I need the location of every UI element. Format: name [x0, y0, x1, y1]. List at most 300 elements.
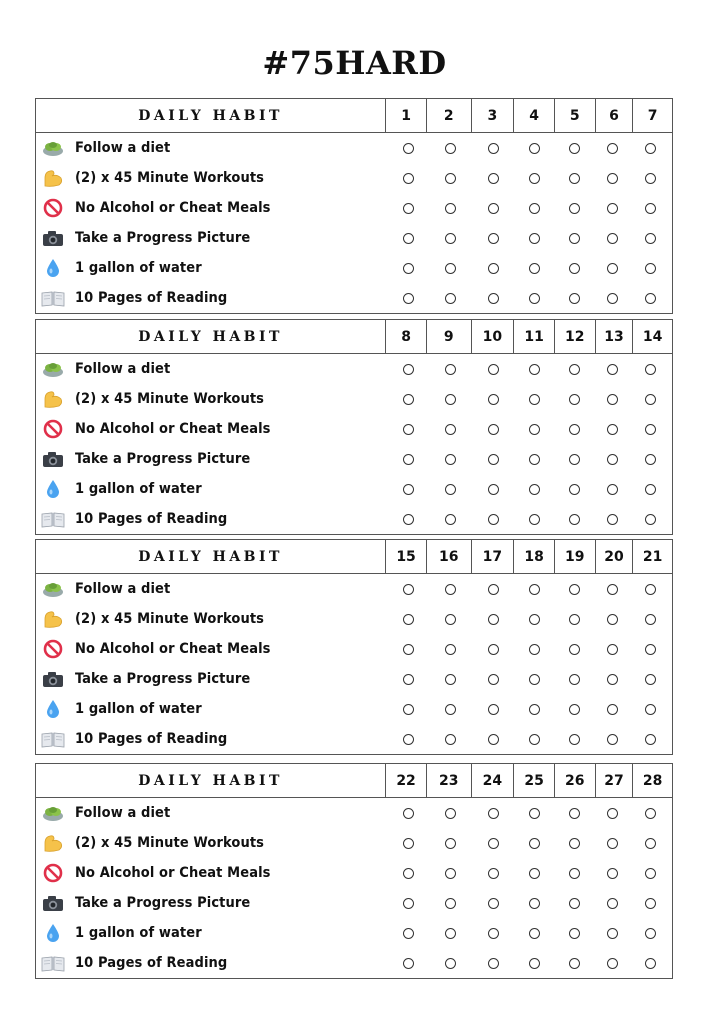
- day-checkbox-cell: [472, 474, 514, 504]
- habit-checkbox[interactable]: [403, 484, 414, 495]
- habit-checkbox[interactable]: [445, 868, 456, 879]
- habit-checkbox[interactable]: [445, 808, 456, 819]
- day-checkbox-cell: [472, 828, 514, 858]
- day-checkbox-cell: [472, 384, 514, 414]
- day-checkbox-cell: [472, 604, 514, 634]
- day-checkbox-cell: [594, 354, 631, 384]
- day-checkbox-cell: [631, 828, 670, 858]
- habit-checkbox[interactable]: [403, 614, 414, 625]
- habit-checkbox[interactable]: [445, 143, 456, 154]
- habit-checkbox[interactable]: [645, 928, 656, 939]
- habit-checkbox[interactable]: [488, 293, 499, 304]
- day-checkbox-cell: [631, 948, 670, 978]
- habit-name-cell: [36, 137, 388, 159]
- day-checkbox-cell: [428, 354, 472, 384]
- habit-label: Follow a diet: [75, 361, 171, 377]
- habit-checkbox[interactable]: [445, 704, 456, 715]
- habit-checkbox[interactable]: [569, 734, 580, 745]
- table-header-row: [36, 764, 672, 798]
- day-checkbox-cell: [594, 444, 631, 474]
- habit-checkbox[interactable]: [488, 704, 499, 715]
- habit-checkbox[interactable]: [529, 484, 540, 495]
- habit-label: No Alcohol or Cheat Meals: [75, 865, 271, 881]
- habit-checkbox[interactable]: [645, 674, 656, 685]
- habit-checkbox[interactable]: [569, 898, 580, 909]
- habit-checkbox[interactable]: [488, 614, 499, 625]
- day-checkbox-cell: [554, 888, 594, 918]
- habit-label: Follow a diet: [75, 805, 171, 821]
- habit-name-cell: [36, 287, 388, 309]
- day-checkbox-cell: [631, 253, 670, 283]
- habit-name-cell: [36, 418, 388, 440]
- habit-checkbox[interactable]: [607, 808, 618, 819]
- habit-checkbox[interactable]: [529, 584, 540, 595]
- habit-name-cell: [36, 448, 388, 470]
- habit-checkbox[interactable]: [569, 424, 580, 435]
- day-number-header: 22: [386, 764, 427, 797]
- habit-checkbox[interactable]: [607, 143, 618, 154]
- habit-checkbox[interactable]: [569, 394, 580, 405]
- day-checkbox-cell: [514, 253, 554, 283]
- day-number-header: 2: [427, 99, 472, 132]
- habit-checkbox[interactable]: [403, 584, 414, 595]
- water-droplet-icon: [41, 698, 65, 720]
- habit-checkbox[interactable]: [645, 584, 656, 595]
- day-checkbox-cell: [631, 193, 670, 223]
- habit-checkbox[interactable]: [529, 674, 540, 685]
- habit-checkbox[interactable]: [569, 484, 580, 495]
- day-checkbox-cell: [631, 888, 670, 918]
- habit-checkbox[interactable]: [403, 644, 414, 655]
- habit-checkbox[interactable]: [403, 173, 414, 184]
- habit-checkbox[interactable]: [403, 514, 414, 525]
- habit-checkbox[interactable]: [488, 364, 499, 375]
- habit-checkbox[interactable]: [607, 868, 618, 879]
- habit-checkbox[interactable]: [645, 734, 656, 745]
- habit-checkbox[interactable]: [488, 868, 499, 879]
- habit-checkbox[interactable]: [569, 143, 580, 154]
- habit-checkbox[interactable]: [403, 928, 414, 939]
- day-checkbox-cell: [472, 253, 514, 283]
- habit-checkbox[interactable]: [607, 293, 618, 304]
- habit-checkbox[interactable]: [645, 143, 656, 154]
- table-header-row: [36, 540, 672, 574]
- habit-checkbox[interactable]: [529, 928, 540, 939]
- habit-checkbox[interactable]: [445, 424, 456, 435]
- day-checkbox-cell: [472, 948, 514, 978]
- day-checkbox-cell: [631, 858, 670, 888]
- habit-checkbox[interactable]: [488, 484, 499, 495]
- day-number-header: 23: [427, 764, 472, 797]
- habit-checkbox[interactable]: [529, 734, 540, 745]
- day-checkbox-cell: [594, 664, 631, 694]
- habit-checkbox[interactable]: [529, 203, 540, 214]
- day-checkbox-cell: [428, 694, 472, 724]
- day-checkbox-cell: [514, 384, 554, 414]
- habit-checkbox[interactable]: [445, 928, 456, 939]
- habit-checkbox[interactable]: [403, 263, 414, 274]
- day-checkbox-cell: [514, 918, 554, 948]
- day-checkbox-cell: [631, 474, 670, 504]
- habit-row: [36, 163, 672, 193]
- day-number-header: 5: [555, 99, 596, 132]
- habit-checkbox[interactable]: [569, 614, 580, 625]
- habit-checkbox[interactable]: [488, 584, 499, 595]
- habit-label: 10 Pages of Reading: [75, 511, 228, 527]
- habit-checkbox[interactable]: [403, 734, 414, 745]
- habit-checkbox[interactable]: [403, 454, 414, 465]
- habit-checkbox[interactable]: [645, 263, 656, 274]
- habit-checkbox[interactable]: [445, 958, 456, 969]
- habit-name-cell: [36, 698, 388, 720]
- habit-checkbox[interactable]: [445, 838, 456, 849]
- habit-checkbox[interactable]: [529, 424, 540, 435]
- day-checkbox-cell: [472, 504, 514, 534]
- habit-label: No Alcohol or Cheat Meals: [75, 200, 271, 216]
- day-checkbox-cell: [554, 283, 594, 313]
- day-checkbox-cell: [428, 948, 472, 978]
- habit-checkbox[interactable]: [607, 454, 618, 465]
- prohibited-icon: [41, 418, 65, 440]
- habit-checkbox[interactable]: [403, 704, 414, 715]
- habit-checkbox[interactable]: [529, 263, 540, 274]
- day-checkbox-cell: [472, 664, 514, 694]
- day-checkbox-cell: [631, 133, 670, 163]
- habit-checkbox[interactable]: [488, 454, 499, 465]
- habit-label: Take a Progress Picture: [75, 451, 251, 467]
- habit-checkbox[interactable]: [569, 958, 580, 969]
- habit-checkbox[interactable]: [645, 233, 656, 244]
- habit-name-cell: [36, 578, 388, 600]
- day-checkbox-cell: [554, 948, 594, 978]
- habit-checkbox[interactable]: [445, 898, 456, 909]
- habit-checkbox[interactable]: [403, 838, 414, 849]
- day-checkbox-cell: [514, 664, 554, 694]
- habit-checkbox[interactable]: [445, 734, 456, 745]
- habit-checkbox[interactable]: [529, 614, 540, 625]
- open-book-icon: [41, 287, 65, 309]
- day-checkbox-cell: [514, 193, 554, 223]
- day-checkbox-cell: [428, 574, 472, 604]
- habit-checkbox[interactable]: [529, 394, 540, 405]
- habit-checkbox[interactable]: [488, 644, 499, 655]
- habit-checkbox[interactable]: [569, 364, 580, 375]
- habit-checkbox[interactable]: [529, 704, 540, 715]
- habit-checkbox[interactable]: [488, 143, 499, 154]
- habit-checkbox[interactable]: [645, 364, 656, 375]
- day-checkbox-cell: [428, 474, 472, 504]
- habit-checkbox[interactable]: [488, 734, 499, 745]
- day-checkbox-cell: [594, 414, 631, 444]
- habit-checkbox[interactable]: [607, 424, 618, 435]
- habit-checkbox[interactable]: [445, 173, 456, 184]
- habit-checkbox[interactable]: [445, 584, 456, 595]
- habit-checkbox[interactable]: [529, 364, 540, 375]
- habit-row: [36, 574, 672, 604]
- habit-checkbox[interactable]: [645, 293, 656, 304]
- habit-checkbox[interactable]: [488, 173, 499, 184]
- habit-checkbox[interactable]: [403, 424, 414, 435]
- day-checkbox-cell: [554, 724, 594, 754]
- day-checkbox-cell: [631, 283, 670, 313]
- habit-checkbox[interactable]: [488, 424, 499, 435]
- habit-name-cell: [36, 167, 388, 189]
- week-3-table: [35, 539, 673, 755]
- habit-checkbox[interactable]: [569, 263, 580, 274]
- prohibited-icon: [41, 197, 65, 219]
- day-checkbox-cell: [554, 193, 594, 223]
- day-checkbox-cell: [428, 193, 472, 223]
- habit-checkbox[interactable]: [445, 454, 456, 465]
- daily-habit-header: DAILY HABIT: [36, 320, 386, 353]
- habit-checkbox[interactable]: [445, 614, 456, 625]
- habit-checkbox[interactable]: [569, 203, 580, 214]
- habit-checkbox[interactable]: [403, 293, 414, 304]
- habit-checkbox[interactable]: [445, 514, 456, 525]
- habit-row: [36, 724, 672, 754]
- habit-checkbox[interactable]: [488, 514, 499, 525]
- week-2-table: [35, 319, 673, 535]
- habit-checkbox[interactable]: [488, 674, 499, 685]
- habit-checkbox[interactable]: [569, 584, 580, 595]
- habit-checkbox[interactable]: [488, 808, 499, 819]
- habit-checkbox[interactable]: [403, 958, 414, 969]
- day-checkbox-cell: [594, 604, 631, 634]
- habit-checkbox[interactable]: [607, 203, 618, 214]
- day-number-header: 19: [555, 540, 596, 573]
- habit-checkbox[interactable]: [569, 704, 580, 715]
- habit-checkbox[interactable]: [607, 364, 618, 375]
- habit-checkbox[interactable]: [529, 514, 540, 525]
- habit-checkbox[interactable]: [569, 644, 580, 655]
- habit-checkbox[interactable]: [645, 394, 656, 405]
- day-number-header: 10: [472, 320, 515, 353]
- habit-checkbox[interactable]: [645, 173, 656, 184]
- habit-checkbox[interactable]: [488, 838, 499, 849]
- habit-checkbox[interactable]: [445, 233, 456, 244]
- day-checkbox-cell: [514, 444, 554, 474]
- habit-checkbox[interactable]: [445, 644, 456, 655]
- habit-checkbox[interactable]: [403, 898, 414, 909]
- day-checkbox-cell: [594, 858, 631, 888]
- habit-checkbox[interactable]: [569, 173, 580, 184]
- water-droplet-icon: [41, 257, 65, 279]
- habit-checkbox[interactable]: [488, 394, 499, 405]
- habit-checkbox[interactable]: [403, 364, 414, 375]
- day-checkbox-cell: [428, 888, 472, 918]
- day-checkbox-cell: [428, 798, 472, 828]
- habit-checkbox[interactable]: [645, 203, 656, 214]
- habit-name-cell: [36, 638, 388, 660]
- day-checkbox-cell: [472, 798, 514, 828]
- day-checkbox-cell: [428, 828, 472, 858]
- habit-checkbox[interactable]: [607, 514, 618, 525]
- habit-checkbox[interactable]: [529, 958, 540, 969]
- habit-checkbox[interactable]: [529, 233, 540, 244]
- day-checkbox-cell: [554, 858, 594, 888]
- habit-checkbox[interactable]: [569, 838, 580, 849]
- habit-checkbox[interactable]: [645, 808, 656, 819]
- day-checkbox-cell: [428, 918, 472, 948]
- habit-checkbox[interactable]: [445, 364, 456, 375]
- day-checkbox-cell: [594, 193, 631, 223]
- habit-checkbox[interactable]: [569, 514, 580, 525]
- habit-checkbox[interactable]: [403, 143, 414, 154]
- habit-checkbox[interactable]: [488, 898, 499, 909]
- habit-checkbox[interactable]: [645, 898, 656, 909]
- day-checkbox-cell: [594, 888, 631, 918]
- habit-checkbox[interactable]: [403, 203, 414, 214]
- habit-row: [36, 888, 672, 918]
- day-checkbox-cell: [631, 504, 670, 534]
- habit-checkbox[interactable]: [607, 928, 618, 939]
- habit-checkbox[interactable]: [488, 263, 499, 274]
- camera-icon: [41, 668, 65, 690]
- salad-icon: [41, 802, 65, 824]
- day-checkbox-cell: [594, 253, 631, 283]
- day-checkbox-cell: [388, 163, 428, 193]
- day-checkbox-cell: [594, 634, 631, 664]
- habit-checkbox[interactable]: [645, 644, 656, 655]
- habit-checkbox[interactable]: [529, 898, 540, 909]
- habit-checkbox[interactable]: [607, 898, 618, 909]
- habit-checkbox[interactable]: [445, 293, 456, 304]
- day-checkbox-cell: [594, 504, 631, 534]
- habit-checkbox[interactable]: [607, 674, 618, 685]
- habit-checkbox[interactable]: [645, 838, 656, 849]
- habit-label: (2) x 45 Minute Workouts: [75, 170, 265, 186]
- habit-checkbox[interactable]: [569, 868, 580, 879]
- day-checkbox-cell: [472, 163, 514, 193]
- day-number-header: 18: [514, 540, 555, 573]
- habit-checkbox[interactable]: [403, 394, 414, 405]
- day-number-header: 14: [642, 328, 663, 345]
- habit-row: [36, 474, 672, 504]
- habit-checkbox[interactable]: [607, 233, 618, 244]
- habit-checkbox[interactable]: [645, 704, 656, 715]
- day-number-header: 20: [596, 540, 634, 573]
- flexed-biceps-icon: [41, 388, 65, 410]
- day-checkbox-cell: [514, 724, 554, 754]
- week-1-table: [35, 98, 673, 314]
- water-droplet-icon: [41, 478, 65, 500]
- day-checkbox-cell: [514, 948, 554, 978]
- habit-checkbox[interactable]: [529, 143, 540, 154]
- habit-checkbox[interactable]: [645, 424, 656, 435]
- habit-checkbox[interactable]: [569, 233, 580, 244]
- habit-checkbox[interactable]: [488, 958, 499, 969]
- habit-row: [36, 384, 672, 414]
- day-checkbox-cell: [514, 888, 554, 918]
- habit-checkbox[interactable]: [569, 454, 580, 465]
- habit-checkbox[interactable]: [607, 734, 618, 745]
- habit-checkbox[interactable]: [645, 958, 656, 969]
- habit-name-cell: [36, 388, 388, 410]
- habit-checkbox[interactable]: [607, 704, 618, 715]
- day-checkbox-cell: [554, 163, 594, 193]
- habit-checkbox[interactable]: [488, 928, 499, 939]
- habit-checkbox[interactable]: [529, 173, 540, 184]
- habit-checkbox[interactable]: [607, 263, 618, 274]
- habit-checkbox[interactable]: [529, 808, 540, 819]
- day-checkbox-cell: [631, 223, 670, 253]
- habit-label: 1 gallon of water: [75, 481, 202, 497]
- habit-checkbox[interactable]: [529, 644, 540, 655]
- daily-habit-header: DAILY HABIT: [36, 99, 386, 132]
- day-checkbox-cell: [472, 354, 514, 384]
- day-checkbox-cell: [428, 384, 472, 414]
- habit-checkbox[interactable]: [445, 394, 456, 405]
- habit-checkbox[interactable]: [569, 674, 580, 685]
- day-number-header: 26: [555, 764, 596, 797]
- habit-checkbox[interactable]: [445, 203, 456, 214]
- habit-checkbox[interactable]: [529, 838, 540, 849]
- habit-checkbox[interactable]: [645, 454, 656, 465]
- daily-habit-header: DAILY HABIT: [36, 764, 386, 797]
- habit-checkbox[interactable]: [529, 868, 540, 879]
- habit-checkbox[interactable]: [645, 514, 656, 525]
- habit-checkbox[interactable]: [607, 644, 618, 655]
- day-checkbox-cell: [594, 798, 631, 828]
- habit-checkbox[interactable]: [645, 484, 656, 495]
- habit-checkbox[interactable]: [607, 838, 618, 849]
- week-4-table: [35, 763, 673, 979]
- habit-label: No Alcohol or Cheat Meals: [75, 641, 271, 657]
- day-checkbox-cell: [594, 474, 631, 504]
- habit-checkbox[interactable]: [445, 484, 456, 495]
- day-number-header: 27: [596, 764, 634, 797]
- salad-icon: [41, 358, 65, 380]
- habit-checkbox[interactable]: [607, 394, 618, 405]
- day-number-header: 11: [514, 320, 555, 353]
- habit-checkbox[interactable]: [488, 203, 499, 214]
- habit-checkbox[interactable]: [569, 293, 580, 304]
- habit-checkbox[interactable]: [607, 958, 618, 969]
- habit-row: [36, 133, 672, 163]
- habit-name-cell: [36, 952, 388, 974]
- habit-checkbox[interactable]: [645, 614, 656, 625]
- habit-checkbox[interactable]: [569, 928, 580, 939]
- habit-label: (2) x 45 Minute Workouts: [75, 391, 265, 407]
- day-checkbox-cell: [554, 828, 594, 858]
- habit-checkbox[interactable]: [529, 293, 540, 304]
- day-checkbox-cell: [514, 634, 554, 664]
- day-checkbox-cell: [472, 414, 514, 444]
- day-checkbox-cell: [388, 918, 428, 948]
- habit-checkbox[interactable]: [569, 808, 580, 819]
- habit-checkbox[interactable]: [403, 808, 414, 819]
- habit-checkbox[interactable]: [607, 614, 618, 625]
- habit-checkbox[interactable]: [403, 674, 414, 685]
- day-checkbox-cell: [514, 828, 554, 858]
- day-number-header: 1: [386, 99, 427, 132]
- habit-checkbox[interactable]: [607, 484, 618, 495]
- habit-checkbox[interactable]: [403, 233, 414, 244]
- habit-checkbox[interactable]: [645, 868, 656, 879]
- habit-checkbox[interactable]: [403, 868, 414, 879]
- day-checkbox-cell: [428, 223, 472, 253]
- open-book-icon: [41, 728, 65, 750]
- habit-checkbox[interactable]: [445, 263, 456, 274]
- habit-checkbox[interactable]: [445, 674, 456, 685]
- prohibited-icon: [41, 638, 65, 660]
- habit-label: Take a Progress Picture: [75, 230, 251, 246]
- habit-checkbox[interactable]: [607, 173, 618, 184]
- habit-checkbox[interactable]: [529, 454, 540, 465]
- day-number-header: 8: [386, 320, 427, 353]
- habit-checkbox[interactable]: [607, 584, 618, 595]
- habit-checkbox[interactable]: [488, 233, 499, 244]
